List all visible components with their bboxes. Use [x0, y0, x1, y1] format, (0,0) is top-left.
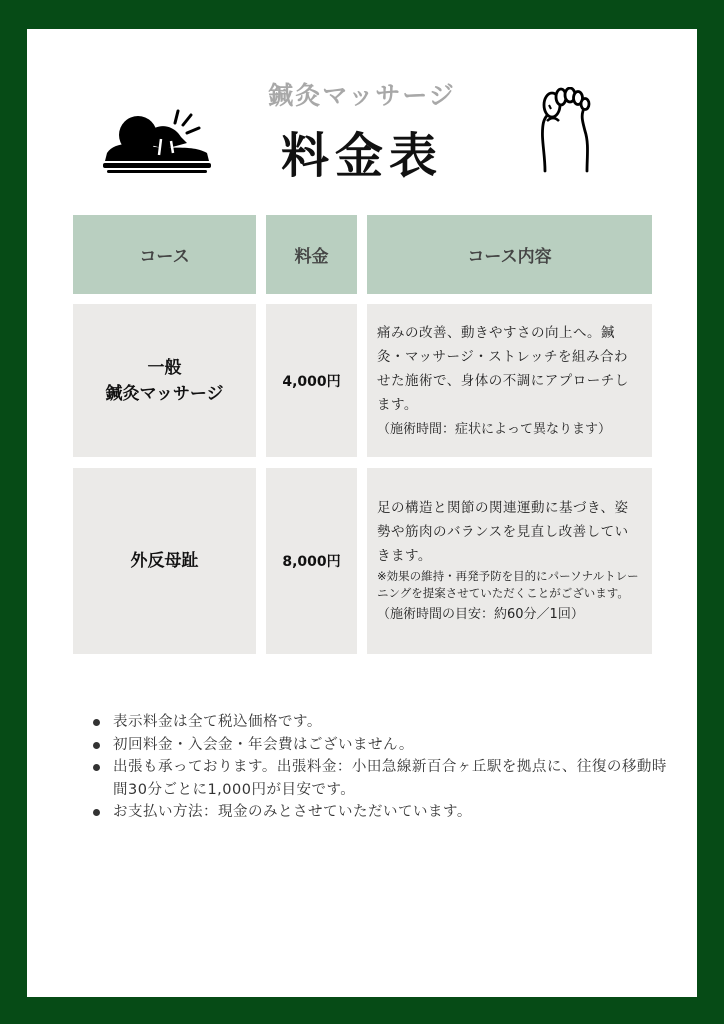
table-row-2-course [73, 468, 256, 654]
course-price: 4,000円 [282, 373, 341, 390]
header-content: コース内容 [367, 215, 652, 294]
price-sheet [27, 29, 697, 997]
course-name: 一般 鍼灸マッサージ [105, 357, 224, 404]
header-course: コース [73, 215, 256, 294]
course-description: 足の構造と関節の関連運動に基づき、姿勢や筋肉のバランスを見直し改善していきます。 [377, 500, 629, 564]
list-item: 出張も承っております。出張料金：小田急線新百合ヶ丘駅を拠点に、往復の移動時間30分ごとに1,000円が目安です。 [93, 756, 673, 801]
course-time: （施術時間：症状によって異なります） [377, 421, 612, 437]
list-item: 表示料金は全て税込価格です。 [93, 711, 673, 734]
table-row-2-description [367, 468, 652, 654]
list-item: お支払い方法：現金のみとさせていただいています。 [93, 801, 673, 824]
table-row-2-price [266, 468, 357, 654]
header-price: 料金 [266, 215, 357, 294]
course-price: 8,000円 [282, 554, 341, 570]
course-name: 外反母趾 [130, 551, 199, 571]
list-item: 初回料金・入会金・年会費はございません。 [93, 734, 673, 757]
course-time: （施術時間の目安：約60分／1回） [377, 607, 584, 622]
table-row-1-description [367, 304, 652, 457]
page-subtitle: 鍼灸マッサージ [268, 81, 456, 110]
bunion-foot-icon [537, 87, 595, 173]
table-row-1-course [73, 304, 256, 457]
table-row-1-price [266, 304, 357, 457]
course-description: 痛みの改善、動きやすさの向上へ。鍼灸・マッサージ・ストレッチを組み合わせた施術で、身体の不調にアプローチします。 [377, 324, 629, 413]
notes-list [93, 711, 673, 824]
page-title: 料金表 [280, 128, 443, 184]
course-note: ※効果の維持・再発予防を目的にパーソナルトレーニングを提案させていただくことがございます。 [377, 569, 639, 600]
